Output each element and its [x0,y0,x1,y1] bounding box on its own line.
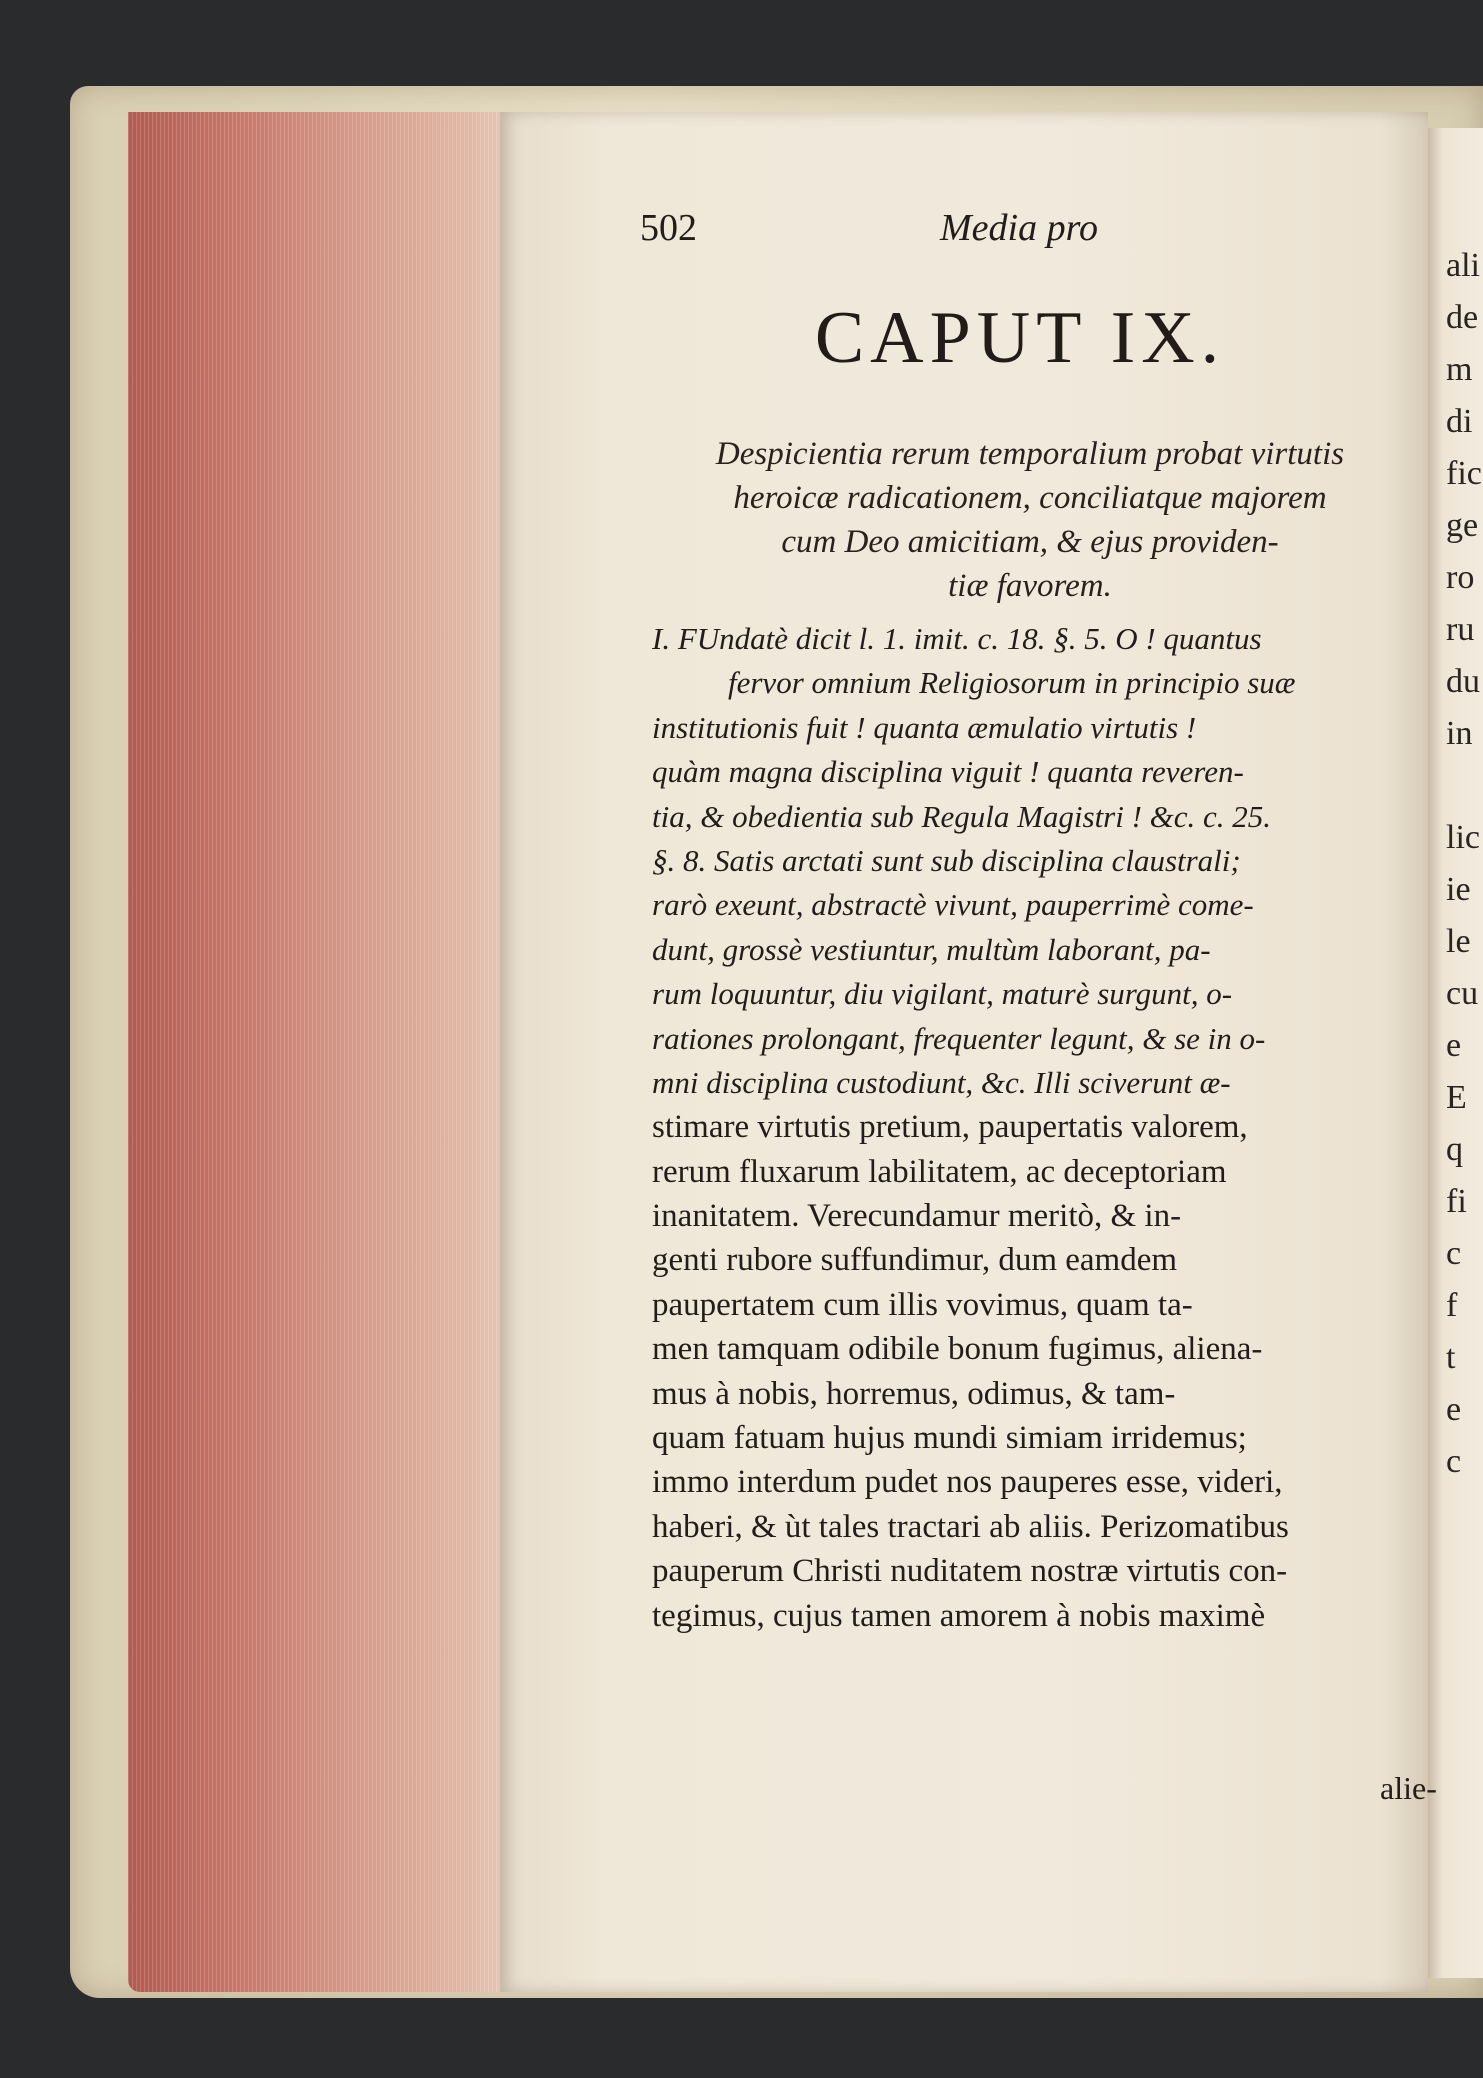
running-title: Media pro [940,207,1098,249]
facing-page-fragment: t [1446,1339,1456,1376]
summary-line: tiæ favorem. [948,568,1112,604]
body-line: I. FUndatè dicit l. 1. imit. c. 18. §. 5. O ! quantus [652,621,1262,656]
body-line: immo interdum pudet nos pauperes esse, videri, [652,1464,1283,1501]
facing-page-fragment: ro [1446,559,1475,596]
facing-page-fragment: q [1446,1131,1463,1168]
body-line: mni disciplina custodiunt, &c. Illi sciverunt æ- [652,1064,1231,1100]
running-head [640,206,1140,258]
body-line: mus à nobis, horremus, odimus, & tam- [652,1375,1176,1412]
body-line: tegimus, cujus tamen amorem à nobis maximè [652,1597,1266,1634]
chapter-title: CAPUT IX. [814,297,1226,379]
body-line: paupertatem cum illis vovimus, quam ta- [652,1286,1193,1323]
facing-page-fragment: de [1446,299,1479,336]
facing-page-fragment: di [1446,403,1473,440]
facing-page-fragment: f [1446,1287,1458,1324]
body-line: genti rubore suffundimur, dum eamdem [652,1242,1178,1279]
body-line: rationes prolongant, frequenter legunt, & se in o- [652,1020,1266,1056]
page-number: 502 [640,207,697,249]
facing-page-fragment: fi [1446,1183,1467,1220]
body-line: rarò exeunt, abstractè vivunt, pauperrimè come- [652,887,1254,923]
summary-line: Despicientia rerum temporalium probat virtutis [715,436,1345,472]
facing-page-fragment [1446,760,1483,812]
body-line: inanitatem. Verecundamur meritò, & in- [652,1198,1182,1235]
body-line: tia, & obedientia sub Regula Magistri ! &c. c. 25. [652,798,1272,834]
facing-page-fragment: E [1446,1079,1467,1116]
body-line: stimare virtutis pretium, paupertatis valorem, [652,1109,1248,1146]
summary-line: heroicæ radicationem, conciliatque majorem [733,480,1327,516]
body-line: rerum fluxarum labilitatem, ac deceptoriam [652,1153,1227,1190]
body-line: institutionis fuit ! quanta æmulatio virtutis ! [652,709,1197,745]
body-line: quam fatuam hujus mundi simiam irridemus; [652,1420,1247,1457]
facing-page-fragment: cu [1446,975,1479,1012]
body-line: dunt, grossè vestiuntur, multùm laborant, pa- [652,931,1211,967]
facing-page-fragment: fic [1446,455,1482,492]
page-block-edges [128,112,508,1992]
facing-page-fragment: ru [1446,611,1475,648]
facing-page-fragment: c [1446,1235,1462,1272]
body-text [652,617,1422,1638]
facing-page-fragment: c [1446,1443,1462,1480]
body-line: §. 8. Satis arctati sunt sub disciplina claustrali; [652,842,1241,878]
facing-page-fragment: in [1446,715,1473,752]
facing-page-fragment: lic [1446,819,1480,856]
facing-page-fragment: le [1446,923,1471,960]
body-line: haberi, & ùt tales tractari ab aliis. Perizomatibus [652,1508,1289,1545]
summary-line: cum Deo amicitiam, & ejus providen- [781,524,1279,560]
chapter-summary [640,432,1420,608]
facing-page-fragment: ali [1446,247,1480,284]
facing-page-fragment: e [1446,1027,1462,1064]
body-line: rum loquuntur, diu vigilant, maturè surgunt, o- [652,976,1233,1012]
body-line: men tamquam odibile bonum fugimus, aliena- [652,1331,1263,1368]
facing-page-fragment: ie [1446,871,1471,908]
catchword: alie- [1380,1770,1437,1806]
facing-page-fragment: du [1446,663,1480,700]
facing-page-text [1446,240,1483,1488]
body-line: fervor omnium Religiosorum in principio suæ [728,665,1296,701]
body-line: quàm magna disciplina viguit ! quanta reveren- [652,754,1244,790]
facing-page-fragment: m [1446,351,1473,388]
facing-page-fragment: e [1446,1391,1462,1428]
body-line: pauperum Christi nuditatem nostræ virtutis con- [652,1553,1288,1590]
facing-page-fragment: ge [1446,507,1479,544]
